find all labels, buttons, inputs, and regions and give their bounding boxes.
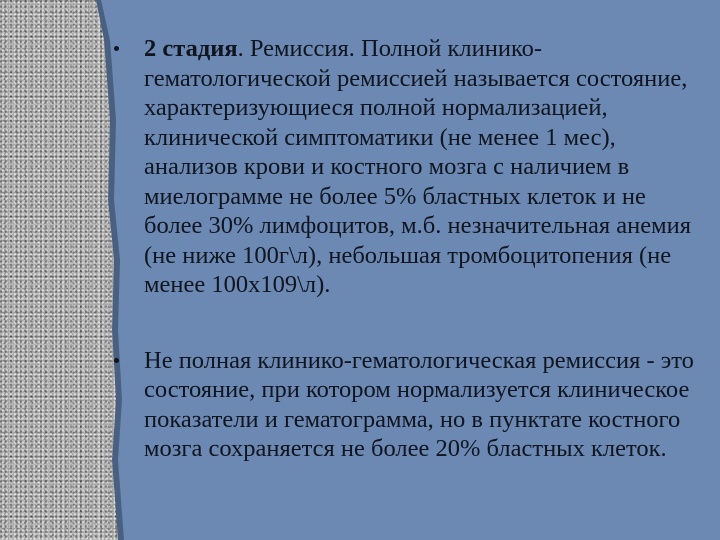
slide-content bbox=[112, 34, 708, 464]
bullet-item-incomplete-remission bbox=[112, 346, 708, 464]
incomplete-remission-text: Не полная клинико-гематологическая ремиссия - это состояние, при котором нормализуется клиническое показатели и гематограмма, но в пунктате костного мозга сохраняется не более 20% бластных клеток. bbox=[144, 346, 694, 462]
bullet-dot-icon bbox=[114, 358, 119, 363]
stage-description: . Ремиссия. Полной клинико-гематологической ремиссией называется состояние, характеризующиеся полной нормализацией, клинической симптоматики (не менее 1 мес), анализов крови и костного мозга с наличием в миелограмме не более 5% бластных клеток и не более 30% лимфоцитов, м.б. незначительная анемия (не ниже 100г\л), небольшая тромбоцитопения (не менее 100х109\л). bbox=[144, 35, 692, 298]
bullet-dot-icon bbox=[114, 46, 119, 51]
bullet-item-stage-2 bbox=[112, 34, 708, 300]
stage-heading: 2 стадия bbox=[144, 35, 238, 62]
